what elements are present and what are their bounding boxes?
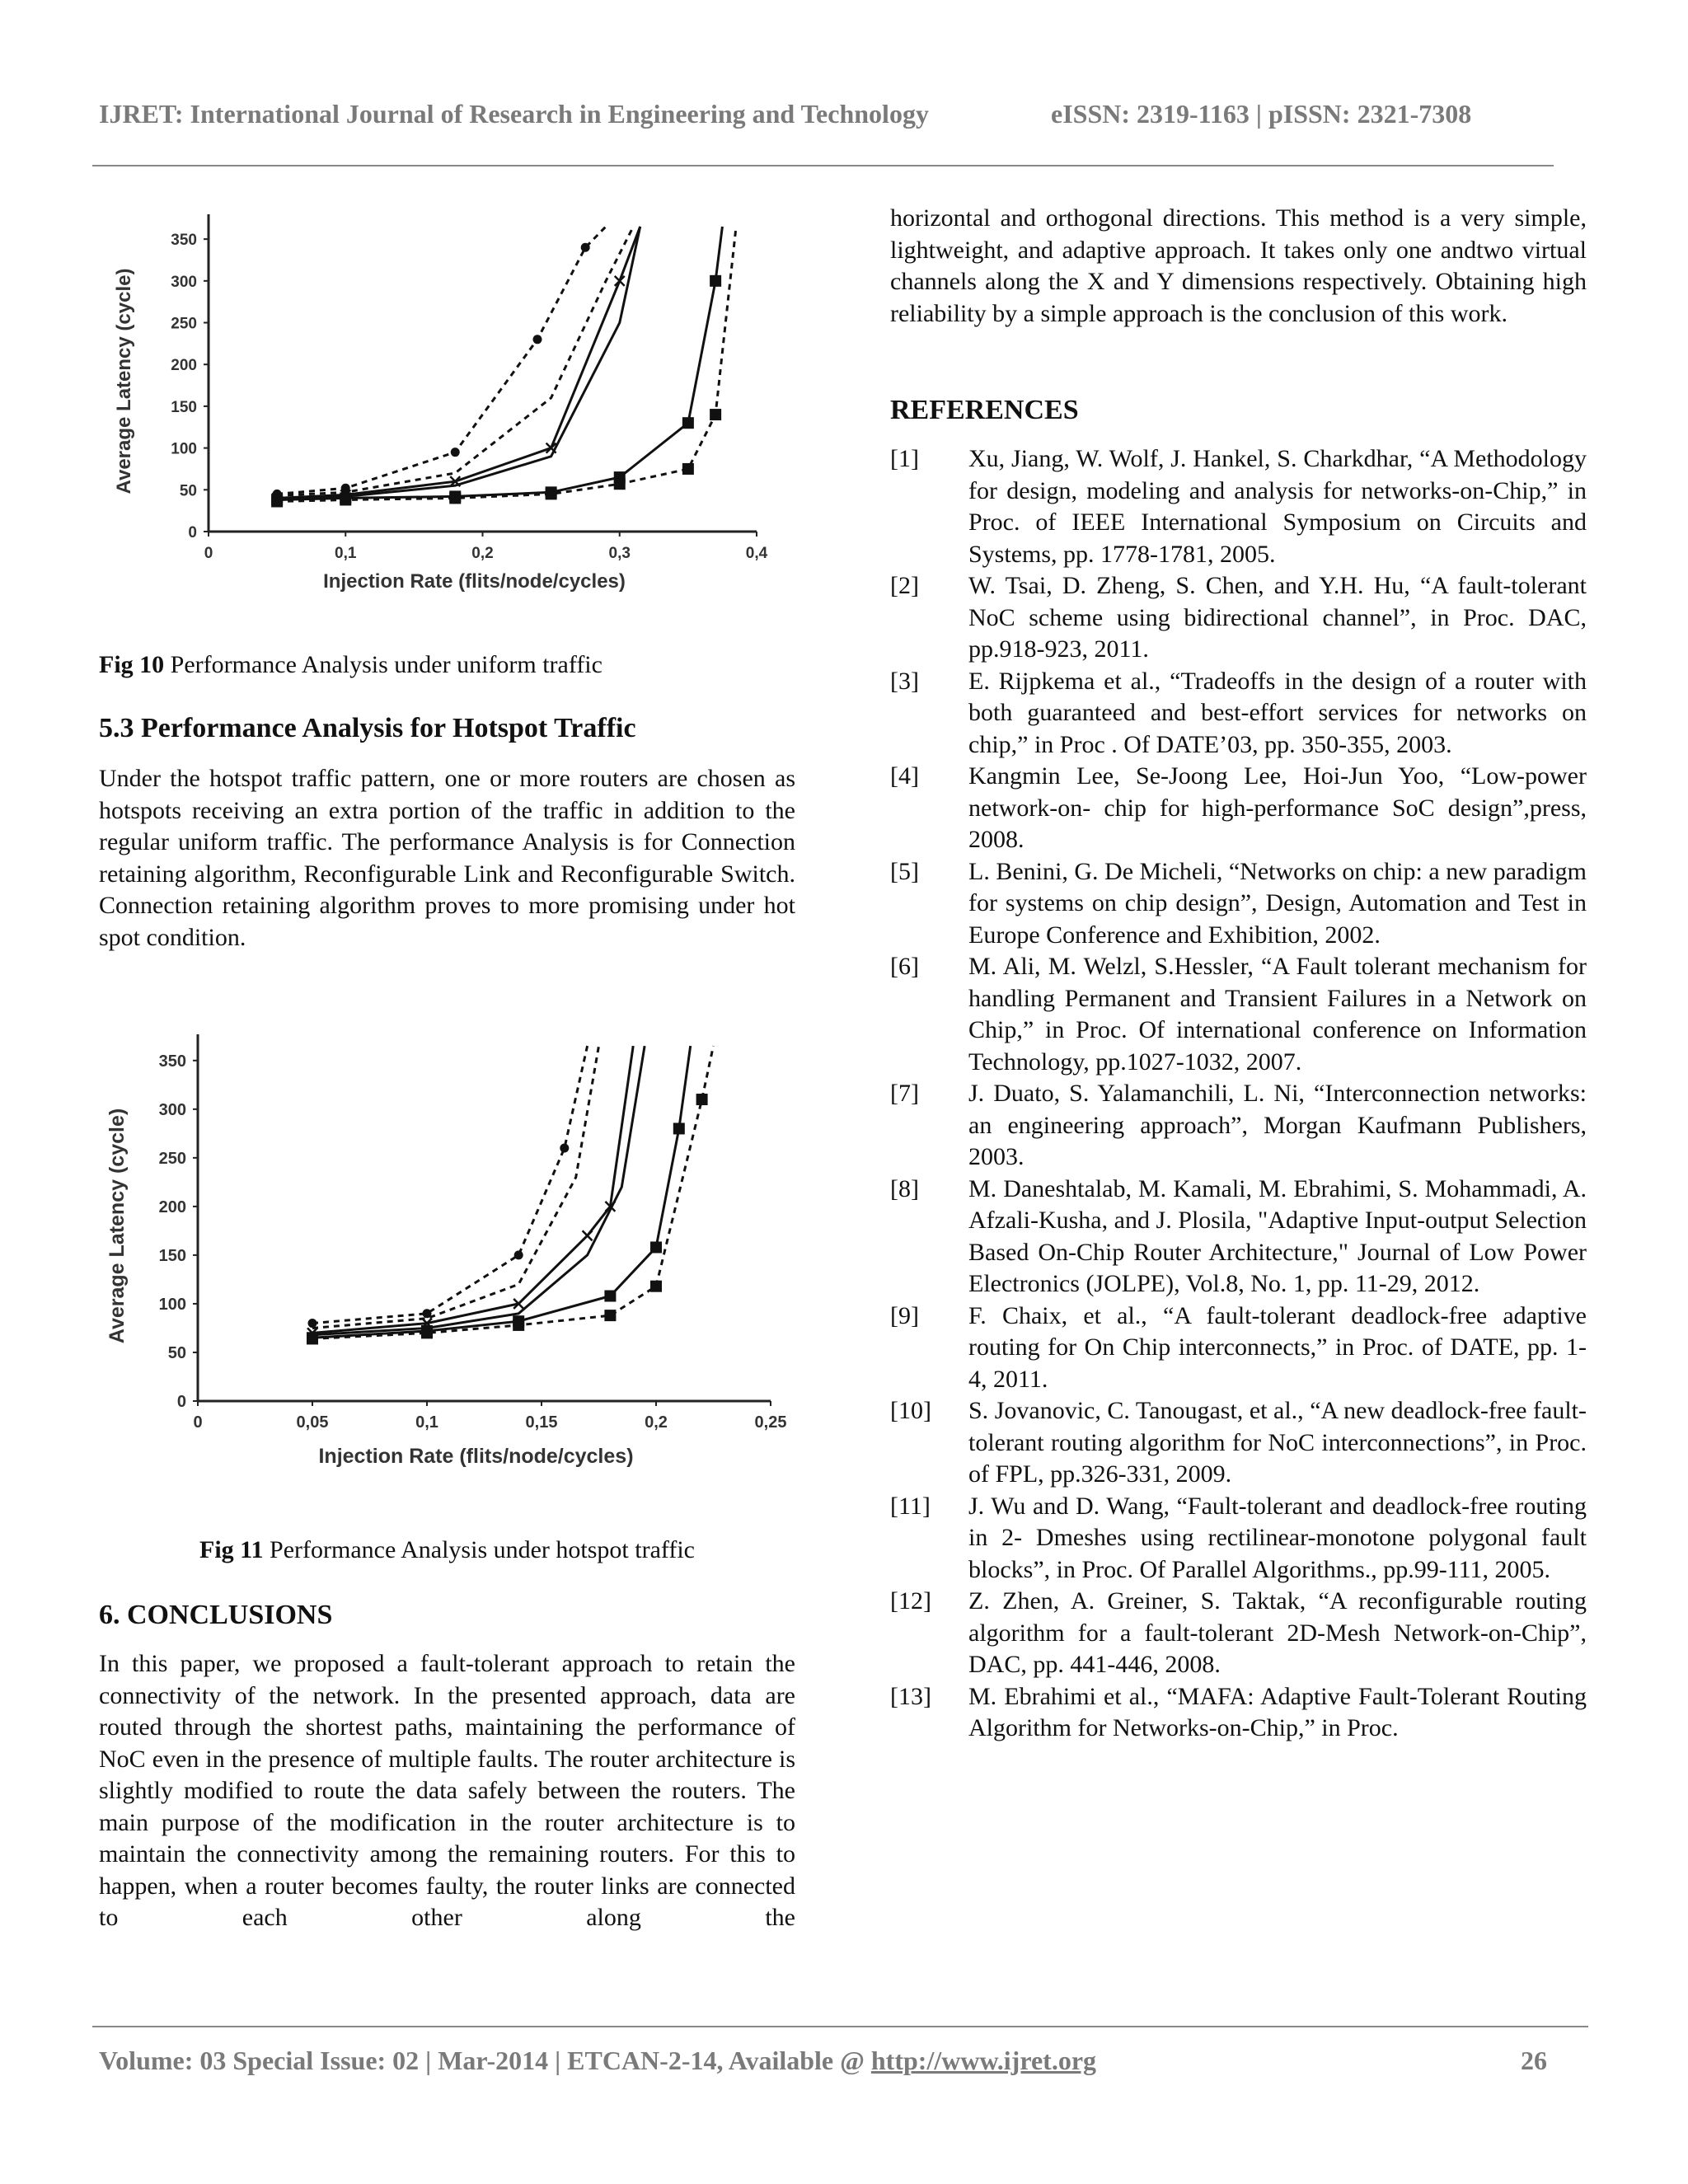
data-point-square	[604, 1291, 616, 1302]
references-heading-block	[890, 394, 1587, 427]
data-point-x	[583, 1230, 593, 1240]
reference-number: [7]	[890, 1080, 919, 1107]
data-point-square	[710, 409, 721, 420]
header-rule	[92, 165, 1554, 166]
data-point-square	[682, 417, 694, 429]
data-point-x	[615, 276, 625, 286]
y-tick-label: 200	[158, 1197, 186, 1216]
data-point-square	[340, 494, 351, 505]
reference-item	[890, 1395, 1587, 1491]
data-point-square	[513, 1319, 524, 1331]
reference-text: L. Benini, G. De Micheli, “Networks on chip: a new paradigm for systems on chip design”, Design, Automation and Test in Europe Conference and Exhibition, 2002.	[968, 857, 1587, 949]
y-tick-label: 100	[158, 1295, 186, 1314]
reference-number: [13]	[890, 1682, 931, 1710]
fig10-caption-label: Fig 10	[99, 651, 165, 678]
data-point-dot	[451, 448, 460, 457]
x-tick-label: 0,1	[335, 545, 357, 562]
series-line-s2	[312, 1046, 599, 1328]
series-line-s3	[312, 1046, 633, 1333]
reference-item	[890, 666, 1587, 762]
y-tick-label: 300	[158, 1100, 186, 1119]
y-tick-label: 250	[171, 315, 197, 333]
data-point-square	[650, 1281, 662, 1292]
data-point-square	[449, 492, 461, 504]
reference-item	[890, 443, 1587, 570]
fig11-caption-block	[99, 1535, 795, 1567]
reference-item	[890, 951, 1587, 1078]
fig10-caption-block	[99, 649, 795, 682]
series-line-s5	[277, 227, 722, 500]
reference-number: [9]	[890, 1301, 919, 1329]
y-tick-label: 350	[158, 1052, 186, 1071]
x-tick-label: 0,2	[645, 1413, 668, 1432]
reference-text: M. Daneshtalab, M. Kamali, M. Ebrahimi, S. Mohammadi, A. Afzali-Kusha, and J. Plosila, "Adaptive Input-output Selection Based On-Chip Router Architecture," Journal of Low Power Electronics (JOLPE), Vol.8, No. 1, pp. 11-29, 2012.	[968, 1174, 1587, 1297]
fig11-caption	[99, 1535, 795, 1567]
footer-volume: Volume: 03 Special Issue: 02 | Mar-2014 | ETCAN-2-14, Available @	[99, 2046, 871, 2075]
reference-number: [8]	[890, 1174, 919, 1202]
conclusions-continued: horizontal and orthogonal directions. This method is a very simple, lightweight, and adaptive approach. It takes only one andtwo virtual channels along the X and Y dimensions respectively. Obtaining high reliability by a simple approach is the conclusion of this work.	[890, 204, 1587, 327]
reference-item	[890, 570, 1587, 666]
data-point-square	[421, 1327, 433, 1338]
x-tick-label: 0,25	[754, 1413, 787, 1432]
data-point-dot	[581, 243, 590, 252]
y-tick-label: 0	[176, 1393, 186, 1411]
reference-item	[890, 856, 1587, 952]
x-axis-label: Injection Rate (flits/node/cycles)	[318, 1445, 634, 1468]
data-point-dot	[533, 335, 542, 344]
reference-text: J. Duato, S. Yalamanchili, L. Ni, “Interconnection networks: an engineering approach”, Morgan Kaufmann Publishers, 2003.	[968, 1080, 1587, 1170]
series-line-s6	[312, 1046, 714, 1338]
y-axis-label: Average Latency (cycle)	[106, 1108, 129, 1344]
x-tick-label: 0,05	[296, 1413, 329, 1432]
reference-number: [6]	[890, 953, 919, 980]
series-line-s4	[312, 1046, 645, 1335]
y-tick-label: 200	[171, 357, 197, 375]
fig10-caption	[99, 649, 795, 682]
reference-text: M. Ebrahimi et al., “MAFA: Adaptive Fault-Tolerant Routing Algorithm for Networks-on-Chip,” in Proc.	[968, 1682, 1587, 1741]
reference-text: Xu, Jiang, W. Wolf, J. Hankel, S. Charkdhar, “A Methodology for design, modeling and analysis for networks-on-Chip,” in Proc. of IEEE International Symposium on Circuits and Systems, pp. 1778-1781, 2005.	[968, 445, 1587, 568]
section-5-3	[99, 712, 795, 954]
conclusions-body: In this paper, we proposed a fault-tolerant approach to retain the connectivity of the network. In the presented approach, data are routed through the shortest paths, maintaining the performance of NoC even in the presence of multiple faults. The router architecture is slightly modified to route the data safely between the routers. The main purpose of the modification in the router architecture is to maintain the connectivity among the remaining routers. For this to happen, when a router becomes faulty, the router links are connected to each other along the	[99, 1650, 795, 1931]
data-point-square	[546, 488, 557, 499]
fig11-caption-text: Performance Analysis under hotspot traffic	[263, 1536, 695, 1563]
reference-number: [1]	[890, 445, 919, 472]
reference-text: S. Jovanovic, C. Tanougast, et al., “A new deadlock-free fault- tolerant routing algorithm for NoC interconnections”, in Proc. of FPL, pp.326-331, 2009.	[968, 1397, 1587, 1488]
reference-item	[890, 1301, 1587, 1396]
section-conclusions	[99, 1599, 795, 1934]
reference-number: [12]	[890, 1587, 931, 1615]
reference-number: [11]	[890, 1492, 931, 1520]
y-tick-label: 100	[171, 440, 197, 458]
page-number: 26	[1521, 2046, 1547, 2075]
fig10-caption-text: Performance Analysis under uniform traffic	[164, 651, 603, 678]
data-point-dot	[560, 1144, 569, 1153]
reference-text: E. Rijpkema et al., “Tradeoffs in the design of a router with both guaranteed and best-effort services for networks on chip,” in Proc . Of DATE’03, pp. 350-355, 2003.	[968, 667, 1587, 758]
data-point-square	[271, 496, 283, 508]
conclusions-title: 6. CONCLUSIONS	[99, 1600, 333, 1630]
y-tick-label: 50	[179, 482, 197, 500]
section-5-3-title: 5.3 Performance Analysis for Hotspot Traffic	[99, 713, 636, 743]
section-5-3-body: Under the hotspot traffic pattern, one or more routers are chosen as hotspots receiving an extra portion of the traffic in addition to the regular uniform traffic. The performance Analysis is for Connection retaining algorithm, Reconfigurable Link and Reconfigurable Switch. Connection retaining algorithm proves to more promising under hot spot condition.	[99, 765, 795, 951]
x-tick-label: 0,15	[525, 1413, 558, 1432]
reference-text: M. Ali, M. Welzl, S.Hessler, “A Fault tolerant mechanism for handling Permanent and Transient Failures in a Network on Chip,” in Proc. Of international conference on Information Technology, pp.1027-1032, 2007.	[968, 953, 1587, 1076]
data-point-square	[307, 1333, 318, 1344]
data-point-square	[682, 463, 694, 475]
data-point-square	[614, 478, 626, 490]
series-line-s3	[277, 227, 640, 499]
data-point-square	[650, 1241, 662, 1253]
data-point-square	[604, 1310, 616, 1321]
reference-number: [10]	[890, 1397, 931, 1424]
reference-number: [5]	[890, 857, 919, 885]
data-point-square	[710, 275, 721, 287]
y-tick-label: 150	[158, 1246, 186, 1265]
reference-text: W. Tsai, D. Zheng, S. Chen, and Y.H. Hu, “A fault-tolerant NoC scheme using bidirectional channel”, in Proc. DAC, pp.918-923, 2011.	[968, 572, 1587, 663]
reference-text: F. Chaix, et al., “A fault-tolerant deadlock-free adaptive routing for On Chip interconnects,” in Proc. of DATE, pp. 1-4, 2011.	[968, 1301, 1587, 1393]
data-point-dot	[514, 1250, 523, 1259]
reference-item	[890, 1491, 1587, 1586]
reference-text: Z. Zhen, A. Greiner, S. Taktak, “A reconfigurable routing algorithm for a fault-tolerant 2D-Mesh Network-on-Chip”, DAC, pp. 441-446, 2008.	[968, 1587, 1587, 1678]
reference-item	[890, 1078, 1587, 1174]
y-tick-label: 150	[171, 398, 197, 416]
reference-number: [3]	[890, 667, 919, 695]
y-tick-label: 300	[171, 273, 197, 291]
reference-number: [2]	[890, 572, 919, 599]
series-group	[307, 1046, 714, 1344]
page-header	[99, 99, 1550, 129]
series-group	[271, 227, 736, 508]
reference-text: Kangmin Lee, Se-Joong Lee, Hoi-Jun Yoo, “Low-power network-on- chip for high-performance SoC design”,press, 2008.	[968, 762, 1587, 853]
fig11-caption-label: Fig 11	[199, 1536, 264, 1563]
fig11-chart	[99, 1022, 799, 1508]
reference-number: [4]	[890, 762, 919, 790]
fig10-chart	[99, 202, 791, 614]
page-footer	[99, 2046, 1550, 2076]
data-point-dot	[308, 1319, 317, 1328]
reference-item	[890, 1174, 1587, 1301]
x-tick-label: 0,3	[608, 545, 631, 562]
x-axis-label: Injection Rate (flits/node/cycles)	[323, 570, 626, 593]
series-line-s6	[277, 227, 736, 502]
references-list	[890, 443, 1587, 1745]
reference-text: J. Wu and D. Wang, “Fault-tolerant and deadlock-free routing in 2- Dmeshes using rectilinear-monotone polygonal fault blocks”, in Proc. Of Parallel Algorithms., pp.99-111, 2005.	[968, 1492, 1587, 1583]
reference-item	[890, 1586, 1587, 1681]
reference-item	[890, 1681, 1587, 1745]
series-line-s1	[312, 1046, 588, 1324]
data-point-square	[696, 1094, 708, 1105]
series-line-s1	[277, 227, 606, 494]
y-tick-label: 0	[188, 524, 197, 541]
y-tick-label: 50	[167, 1343, 186, 1362]
y-tick-label: 250	[158, 1149, 186, 1168]
x-tick-label: 0,2	[471, 545, 494, 562]
references-title: REFERENCES	[890, 395, 1079, 425]
issn: eISSN: 2319-1163 | pISSN: 2321-7308	[1051, 99, 1472, 129]
conclusions-continued-block	[890, 203, 1587, 330]
reference-item	[890, 761, 1587, 856]
footer-rule	[92, 2026, 1588, 2027]
series-line-s5	[312, 1046, 691, 1338]
footer-link[interactable]: http://www.ijret.org	[870, 2046, 1097, 2075]
x-tick-label: 0	[204, 545, 213, 562]
x-tick-label: 0,1	[415, 1413, 438, 1432]
y-axis-label: Average Latency (cycle)	[113, 268, 135, 494]
x-tick-label: 0	[193, 1413, 203, 1432]
journal-title: IJRET: International Journal of Research in Engineering and Technology	[99, 99, 929, 129]
data-point-square	[673, 1122, 685, 1134]
y-tick-label: 350	[171, 232, 197, 250]
x-tick-label: 0,4	[745, 545, 768, 562]
